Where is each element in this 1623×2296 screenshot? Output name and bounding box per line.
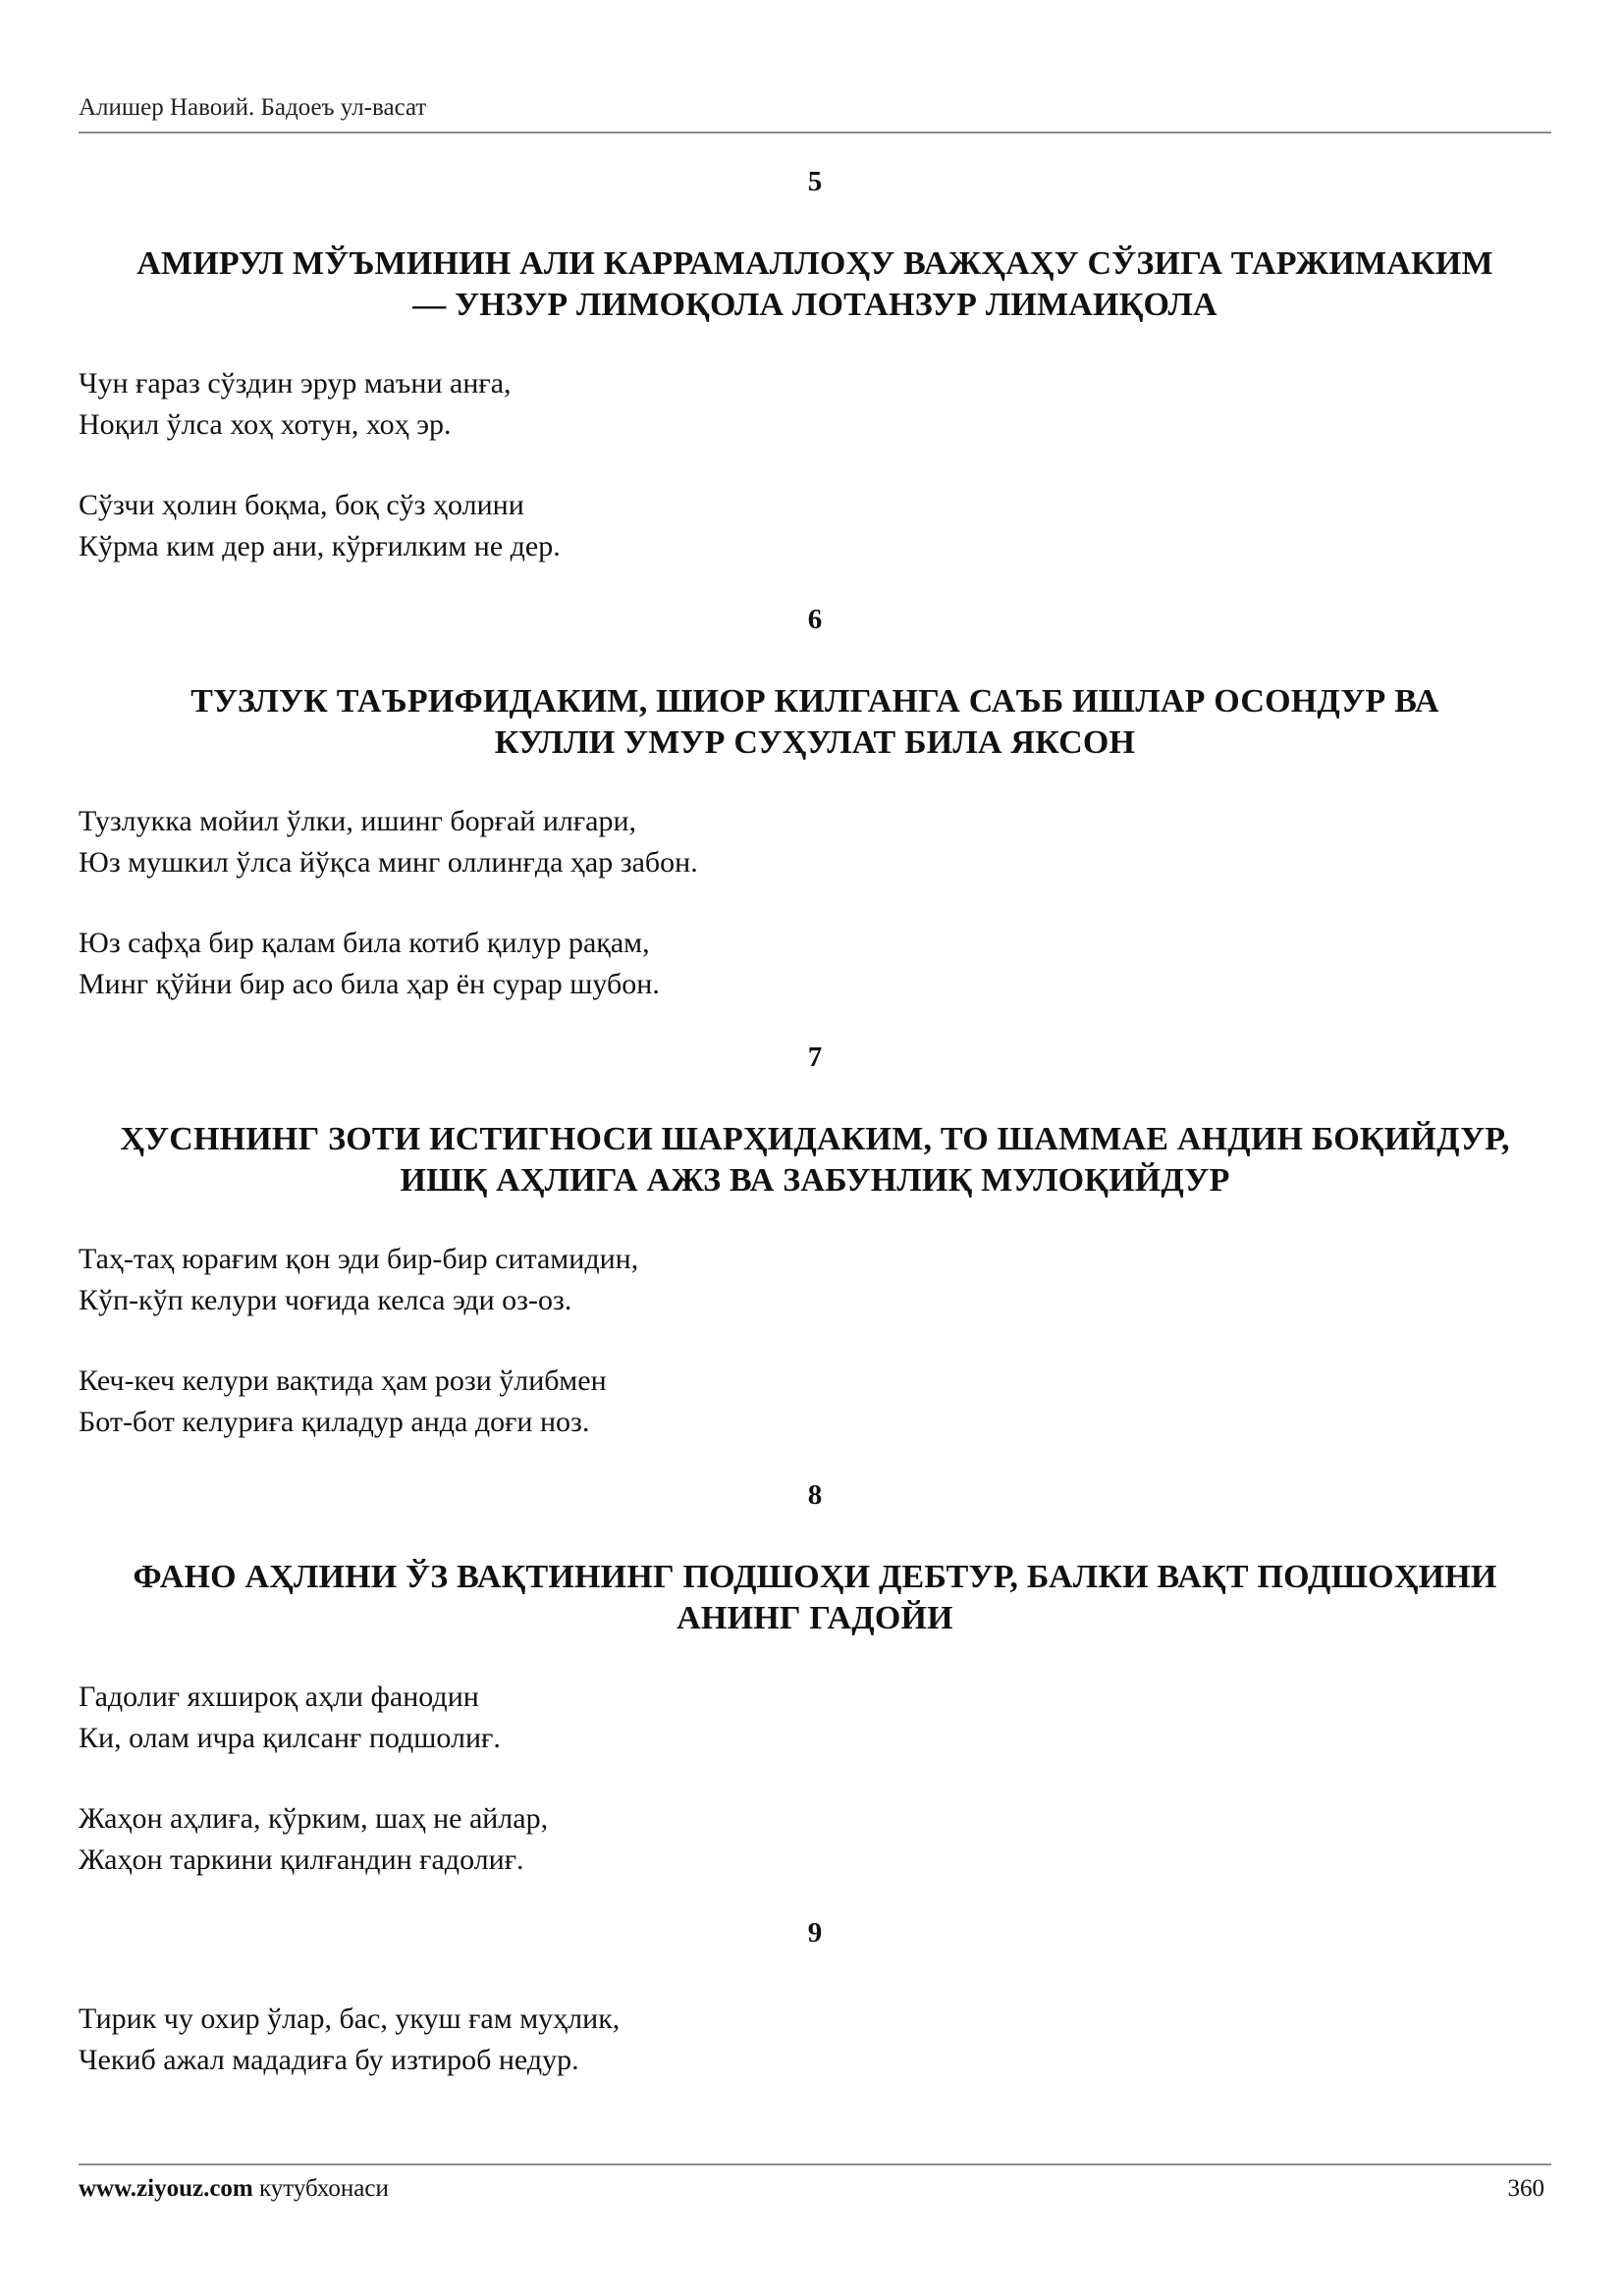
heading-line: АМИРУЛ МЎЪМИНИН АЛИ КАРРАМАЛЛОҲУ ВАЖҲАҲУ СЎЗИГА ТАРЖИМАКИМ <box>136 245 1493 282</box>
verse-line: Тузлукка мойил ўлки, ишинг борғай илғари, <box>79 805 637 837</box>
stanza <box>79 923 1551 1005</box>
heading-line: КУЛЛИ УМУР СУҲУЛАТ БИЛА ЯКСОН <box>494 724 1136 761</box>
stanza <box>79 363 1551 446</box>
verse-line: Юз сафҳа бир қалам била котиб қилур рақам, <box>79 927 650 959</box>
section-6 <box>79 603 1551 1005</box>
stanza <box>79 485 1551 567</box>
section-7 <box>79 1041 1551 1443</box>
verse-line: Кеч-кеч келури вақтида ҳам рози ўлибмен <box>79 1364 607 1397</box>
section-number: 7 <box>807 1041 823 1073</box>
heading-line: АНИНГ ГАДОЙИ <box>676 1600 953 1636</box>
running-header: Алишер Навоий. Бадоеъ ул-васат <box>79 94 427 121</box>
verse-line: Жаҳон аҳлиға, кўрким, шаҳ не айлар, <box>79 1802 549 1835</box>
verse-line: Кўп-кўп келури чоғида келса эди оз-оз. <box>79 1284 572 1316</box>
verse-line: Бот-бот келуриға қиладур анда доғи ноз. <box>79 1406 590 1438</box>
verse-line: Таҳ-таҳ юрағим қон эди бир-бир ситамидин, <box>79 1243 639 1275</box>
verse-line: Чун ғараз сўздин эрур маъни анға, <box>79 367 512 400</box>
section-9 <box>79 1916 1551 2081</box>
section-number: 5 <box>807 166 823 197</box>
section-heading <box>79 1119 1551 1201</box>
section-number: 6 <box>807 604 823 635</box>
stanza <box>79 1361 1551 1443</box>
heading-line: ҲУСННИНГ ЗОТИ ИСТИГНОСИ ШАРҲИДАКИМ, ТО ШАММАЕ АНДИН БОҚИЙДУР, <box>120 1121 1510 1157</box>
section-heading <box>79 1557 1551 1639</box>
verse-line: Сўзчи ҳолин боқма, боқ сўз ҳолини <box>79 489 524 521</box>
stanza <box>79 801 1551 883</box>
section-5 <box>79 165 1551 567</box>
section-heading <box>79 681 1551 764</box>
stanza <box>79 1677 1551 1759</box>
verse-line: Юз мушкил ўлса йўқса минг оллинғда ҳар забон. <box>79 846 698 879</box>
verse-line: Кўрма ким дер ани, кўрғилким не дер. <box>79 530 561 562</box>
heading-line: — УНЗУР ЛИМОҚОЛА ЛОТАНЗУР ЛИМАИҚОЛА <box>412 287 1217 323</box>
heading-line: ТУЗЛУК ТАЪРИФИДАКИМ, ШИОР КИЛГАНГА САЪБ ИШЛАР ОСОНДУР ВА <box>190 683 1439 720</box>
heading-line: ФАНО АҲЛИНИ ЎЗ ВАҚТИНИНГ ПОДШОҲИ ДЕБТУР, БАЛКИ ВАҚТ ПОДШОҲИНИ <box>133 1559 1497 1595</box>
section-heading <box>79 243 1551 326</box>
verse-line: Ноқил ўлса хоҳ хотун, хоҳ эр. <box>79 408 452 441</box>
stanza <box>79 1999 1551 2081</box>
footer-site-link[interactable]: www.ziyouz.com <box>79 2175 253 2202</box>
footer-divider <box>79 2163 1551 2165</box>
verse-line: Жаҳон таркини қилғандин ғадолиғ. <box>79 1843 524 1876</box>
verse-line: Чекиб ажал мададиға бу изтироб недур. <box>79 2044 579 2076</box>
footer-source <box>79 2175 389 2203</box>
verse-line: Гадолиғ яхшироқ аҳли фанодин <box>79 1681 479 1713</box>
section-8 <box>79 1478 1551 1881</box>
verse-line: Тирик чу охир ўлар, бас, укуш ғам муҳлик, <box>79 2002 621 2035</box>
verse-line: Минг қўйни бир асо била ҳар ён сурар шубон. <box>79 968 660 1000</box>
section-number: 9 <box>807 1917 823 1949</box>
verse-line: Ки, олам ичра қилсанғ подшолиғ. <box>79 1722 501 1754</box>
page-number: 360 <box>1507 2175 1544 2202</box>
page-content <box>79 161 1551 2081</box>
heading-line: ИШҚ АҲЛИГА АЖЗ ВА ЗАБУНЛИҚ МУЛОҚИЙДУР <box>400 1162 1230 1199</box>
footer-library-label: кутубхонаси <box>252 2175 389 2202</box>
section-number: 8 <box>807 1479 823 1511</box>
stanza <box>79 1239 1551 1321</box>
header-divider <box>79 132 1551 133</box>
stanza <box>79 1798 1551 1881</box>
